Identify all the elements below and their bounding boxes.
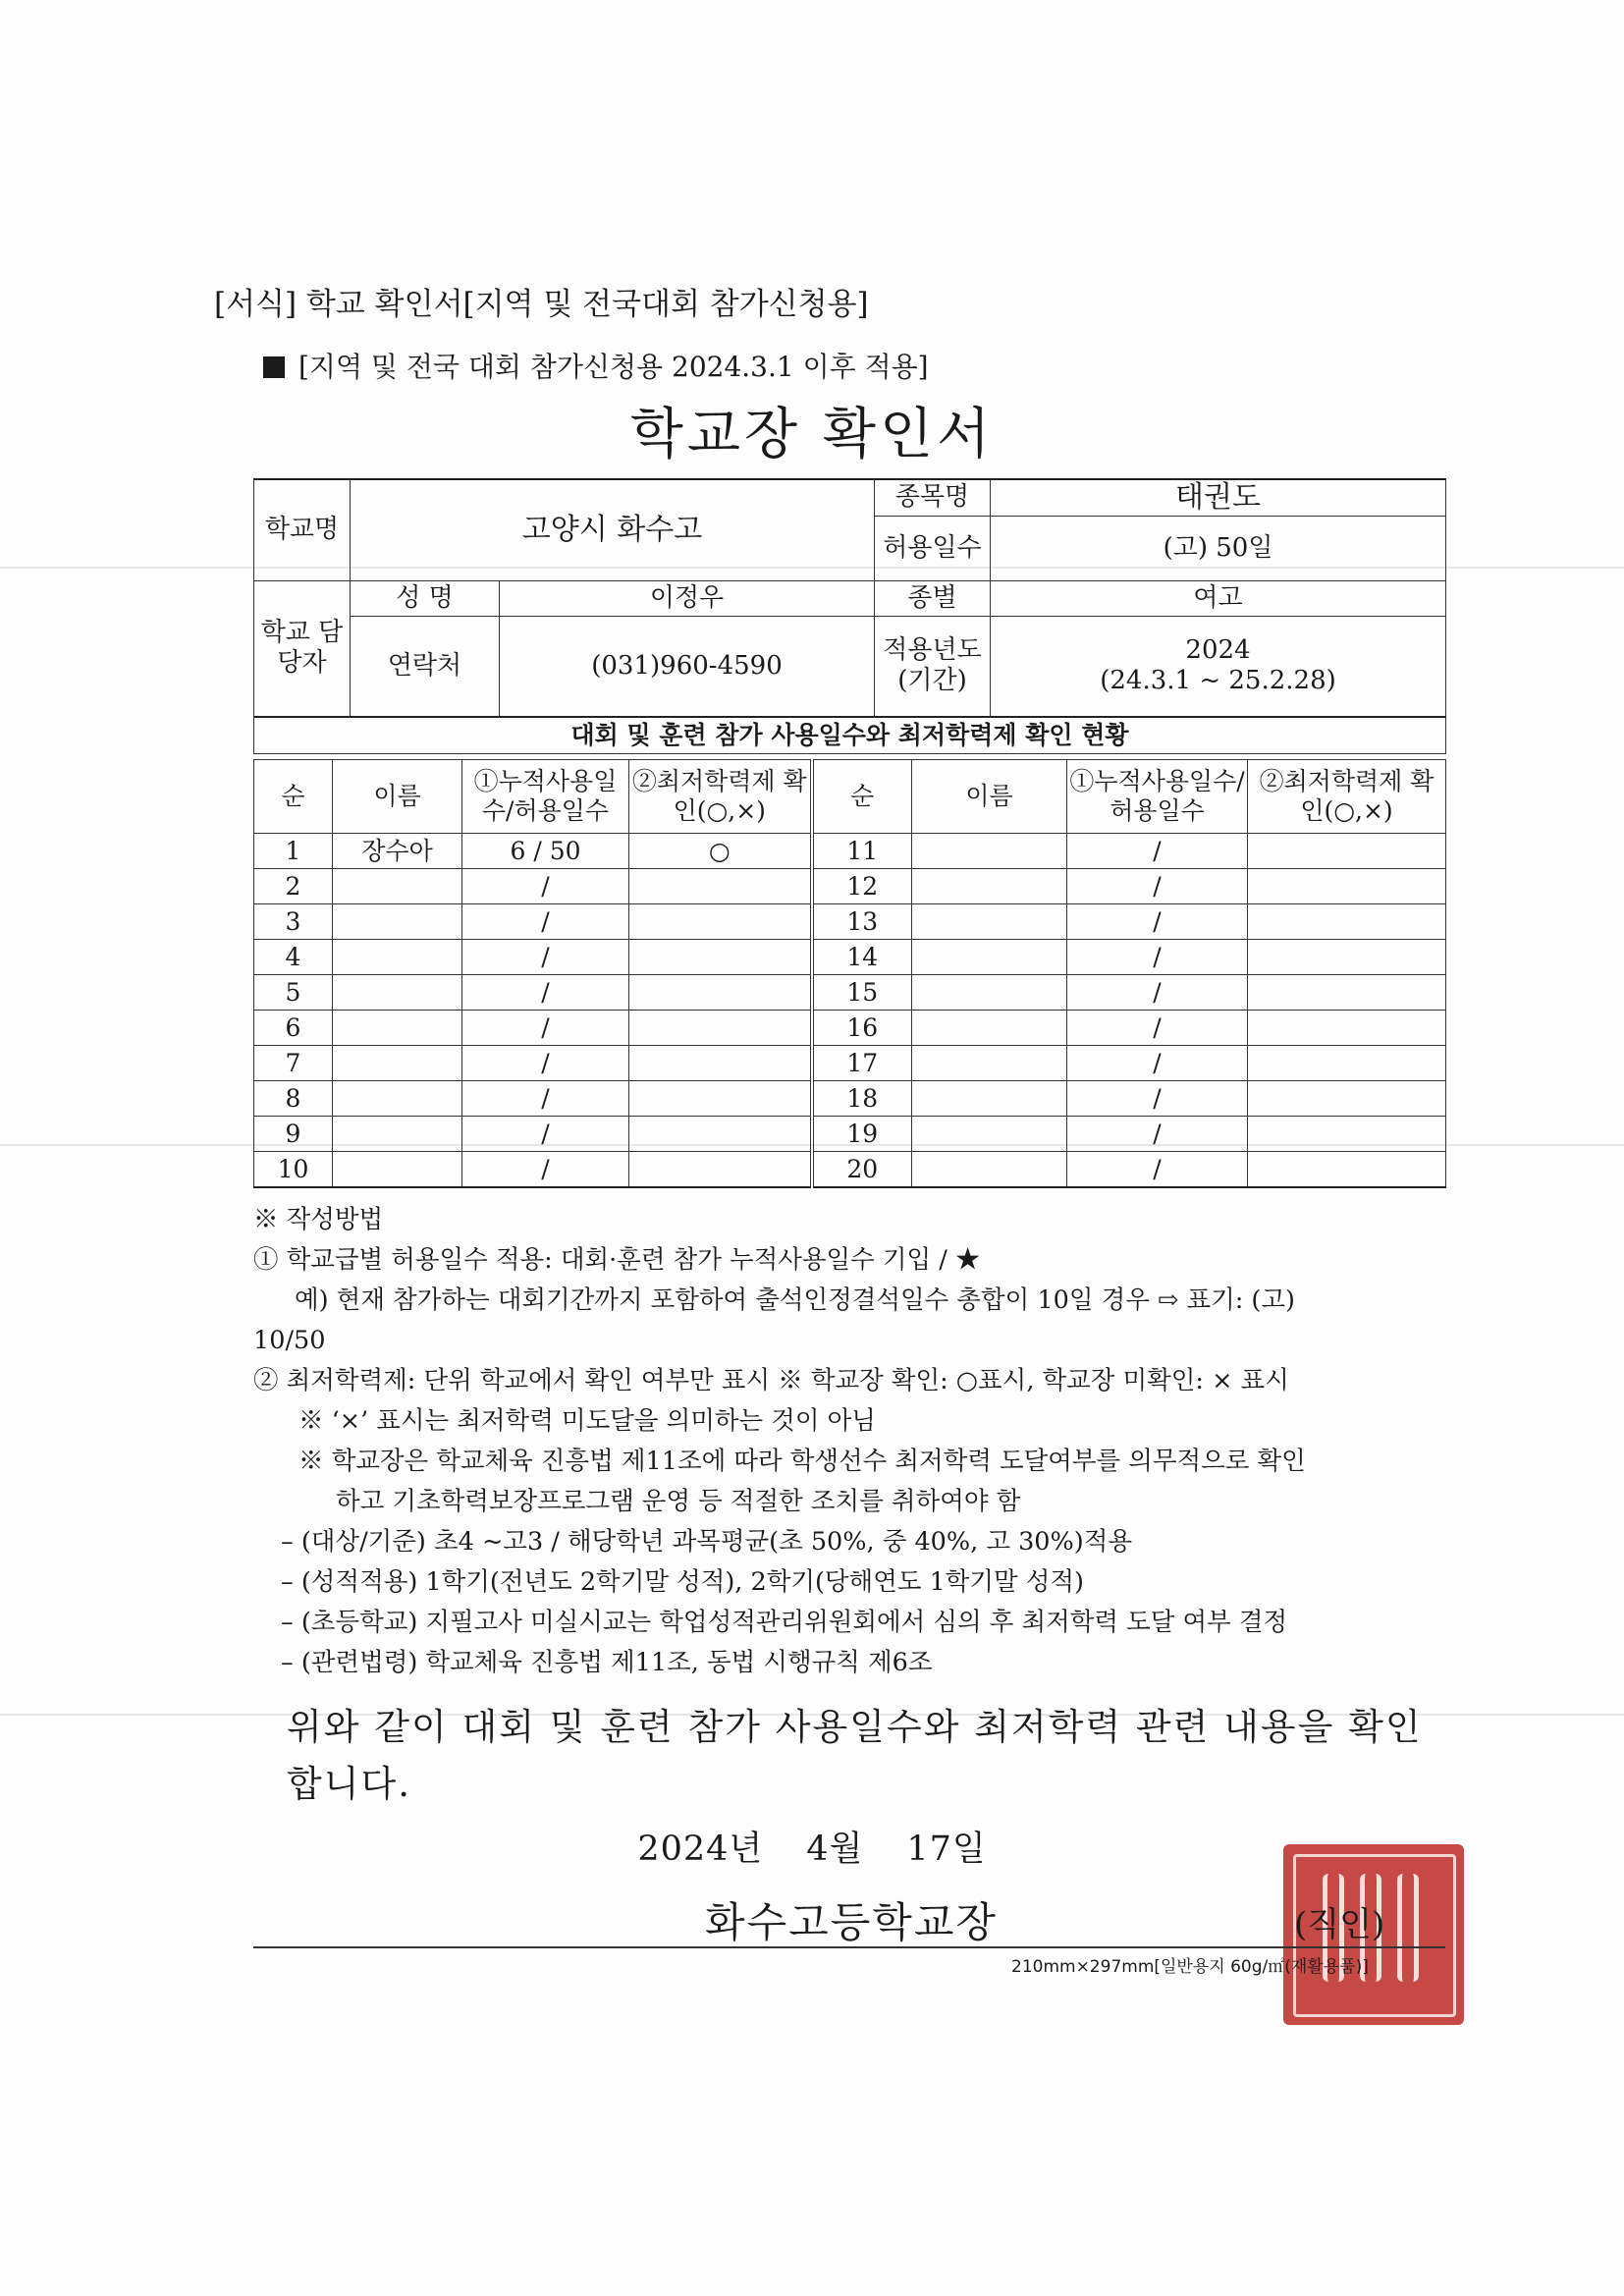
record-name xyxy=(333,1081,462,1117)
record-name xyxy=(912,940,1067,975)
record-check xyxy=(1248,869,1446,904)
contact-label: 연락처 xyxy=(351,617,500,717)
header-no: 순 xyxy=(812,760,912,834)
header-name: 이름 xyxy=(333,760,462,834)
record-name xyxy=(912,1117,1067,1152)
confirm-statement: 위와 같이 대회 및 훈련 참가 사용일수와 최저학력 관련 내용을 확인합니다. xyxy=(287,1706,1423,1805)
record-no: 5 xyxy=(254,975,333,1011)
year-value: 2024 xyxy=(1185,635,1251,666)
record-no: 19 xyxy=(812,1117,912,1152)
record-days: / xyxy=(1067,1011,1248,1046)
record-no: 4 xyxy=(254,940,333,975)
record-check: ○ xyxy=(629,834,812,869)
record-days: / xyxy=(462,904,629,940)
record-no: 20 xyxy=(812,1152,912,1188)
record-name xyxy=(912,975,1067,1011)
record-no: 2 xyxy=(254,869,333,904)
header-days: ①누적사용일수/허용일수 xyxy=(462,760,629,834)
instruction-dash: – (초등학교) 지필고사 미실시교는 학업성적관리위원회에서 심의 후 최저학력 도달 여부 결정 xyxy=(281,1608,1288,1637)
document-title: 학교장 확인서 xyxy=(629,403,995,466)
record-days: / xyxy=(462,1011,629,1046)
info-table xyxy=(253,478,1446,754)
record-name xyxy=(333,1046,462,1081)
issue-year: 2024년 xyxy=(637,1830,764,1869)
record-no: 18 xyxy=(812,1081,912,1117)
record-days: / xyxy=(1067,1117,1248,1152)
record-check xyxy=(629,1117,812,1152)
record-no: 11 xyxy=(812,834,912,869)
table-row xyxy=(254,975,1446,1011)
record-no: 8 xyxy=(254,1081,333,1117)
year-label: 적용년도 (기간) xyxy=(875,617,991,717)
instruction-example-cont: 10/50 xyxy=(253,1326,326,1355)
record-no: 10 xyxy=(254,1152,333,1188)
record-check xyxy=(1248,975,1446,1011)
record-name xyxy=(912,1011,1067,1046)
record-check xyxy=(1248,1046,1446,1081)
square-bullet-icon xyxy=(263,356,285,378)
record-name xyxy=(912,904,1067,940)
record-name xyxy=(333,869,462,904)
record-no: 15 xyxy=(812,975,912,1011)
sport-value: 태권도 xyxy=(991,479,1446,517)
records-header-row xyxy=(254,760,1446,834)
seal-label: (직인) xyxy=(1294,1905,1385,1944)
record-no: 12 xyxy=(812,869,912,904)
bottom-rule xyxy=(253,1946,1445,1948)
record-days: / xyxy=(1067,1152,1248,1188)
header-days: ①누적사용일수/허용일수 xyxy=(1067,760,1248,834)
record-check xyxy=(629,940,812,975)
gender-label: 종별 xyxy=(875,581,991,617)
record-name xyxy=(912,1081,1067,1117)
record-no: 16 xyxy=(812,1011,912,1046)
manager-label: 학교 담당자 xyxy=(254,581,351,717)
table-row xyxy=(254,1046,1446,1081)
instruction-note-cont: 하고 기초학력보장프로그램 운영 등 적절한 조치를 취하여야 함 xyxy=(336,1487,1021,1516)
record-days: / xyxy=(462,869,629,904)
gender-value: 여고 xyxy=(991,581,1446,617)
record-name xyxy=(333,1152,462,1188)
form-label: [서식] 학교 확인서[지역 및 전국대회 참가신청용] xyxy=(214,287,869,322)
record-days: / xyxy=(1067,975,1248,1011)
records-table xyxy=(253,759,1446,1188)
instruction-dash: – (대상/기준) 초4 ~고3 / 해당학년 과목평균(초 50%, 중 40%, 고 30%)적용 xyxy=(281,1527,1132,1557)
record-no: 1 xyxy=(254,834,333,869)
table-row xyxy=(254,940,1446,975)
record-no: 7 xyxy=(254,1046,333,1081)
record-days: / xyxy=(462,1152,629,1188)
record-check xyxy=(1248,940,1446,975)
record-check xyxy=(1248,1117,1446,1152)
record-no: 17 xyxy=(812,1046,912,1081)
manager-name: 이정우 xyxy=(500,581,875,617)
instruction-item: ① 학교급별 허용일수 적용: 대회·훈련 참가 누적사용일수 기입 / ★ xyxy=(253,1245,981,1275)
record-name xyxy=(912,834,1067,869)
table-row xyxy=(254,869,1446,904)
record-check xyxy=(629,869,812,904)
record-days: / xyxy=(462,1081,629,1117)
record-days: / xyxy=(1067,869,1248,904)
record-name xyxy=(333,940,462,975)
contact-value: (031)960-4590 xyxy=(500,617,875,717)
instructions-title: ※ 작성방법 xyxy=(253,1205,384,1234)
instructions xyxy=(253,1200,1443,1683)
issue-month: 4월 xyxy=(806,1830,864,1869)
record-check xyxy=(629,975,812,1011)
record-check xyxy=(629,1011,812,1046)
school-name-label: 학교명 xyxy=(254,479,351,581)
record-check xyxy=(629,1152,812,1188)
principal-title: 화수고등학교장 xyxy=(705,1898,999,1946)
table-row xyxy=(254,834,1446,869)
instruction-note: ※ 학교장은 학교체육 진흥법 제11조에 따라 학생선수 최저학력 도달여부를 의무적으로 확인 xyxy=(298,1447,1306,1476)
record-no: 13 xyxy=(812,904,912,940)
record-check xyxy=(629,904,812,940)
record-days: / xyxy=(462,1117,629,1152)
issue-day: 17일 xyxy=(906,1830,987,1869)
record-name xyxy=(912,869,1067,904)
header-name: 이름 xyxy=(912,760,1067,834)
record-days: / xyxy=(1067,1081,1248,1117)
year-cell xyxy=(991,617,1446,717)
record-no: 6 xyxy=(254,1011,333,1046)
record-check xyxy=(629,1046,812,1081)
record-days: / xyxy=(1067,1046,1248,1081)
record-days: / xyxy=(1067,940,1248,975)
record-check xyxy=(1248,1081,1446,1117)
instruction-item: ② 최저학력제: 단위 학교에서 확인 여부만 표시 ※ 학교장 확인: ○표시, 학교장 미확인: × 표시 xyxy=(253,1366,1289,1395)
allowed-days-value: (고) 50일 xyxy=(991,517,1446,581)
table-row xyxy=(254,1011,1446,1046)
record-no: 9 xyxy=(254,1117,333,1152)
apply-note xyxy=(263,346,929,385)
record-name xyxy=(333,975,462,1011)
instruction-example: 예) 현재 참가하는 대회기간까지 포함하여 출석인정결석일수 총합이 10일 경우 ⇨ 표기: (고) xyxy=(295,1285,1295,1315)
record-no: 14 xyxy=(812,940,912,975)
name-label: 성 명 xyxy=(351,581,500,617)
record-name: 장수아 xyxy=(333,834,462,869)
allowed-days-label: 허용일수 xyxy=(875,517,991,581)
record-check xyxy=(1248,834,1446,869)
record-name xyxy=(912,1046,1067,1081)
school-name: 고양시 화수고 xyxy=(351,479,875,581)
table-row xyxy=(254,1152,1446,1188)
record-name xyxy=(333,1011,462,1046)
instruction-dash: – (성적적용) 1학기(전년도 2학기말 성적), 2학기(당해연도 1학기말 성적) xyxy=(281,1567,1085,1597)
table-row xyxy=(254,1081,1446,1117)
header-no: 순 xyxy=(254,760,333,834)
instruction-dash: – (관련법령) 학교체육 진흥법 제11조, 동법 시행규칙 제6조 xyxy=(281,1648,933,1677)
record-days: / xyxy=(462,940,629,975)
sport-label: 종목명 xyxy=(875,479,991,517)
record-name xyxy=(912,1152,1067,1188)
record-name xyxy=(333,1117,462,1152)
header-check: ②최저학력제 확인(○,×) xyxy=(1248,760,1446,834)
record-check xyxy=(1248,1152,1446,1188)
record-days: / xyxy=(1067,904,1248,940)
record-days: 6 / 50 xyxy=(462,834,629,869)
record-check xyxy=(1248,1011,1446,1046)
instruction-note: ※ ‘×’ 표시는 최저학력 미도달을 의미하는 것이 아님 xyxy=(298,1406,876,1436)
record-days: / xyxy=(462,975,629,1011)
record-name xyxy=(333,904,462,940)
record-check xyxy=(629,1081,812,1117)
paper-spec: 210mm×297mm[일반용지 60g/㎡(재활용품)] xyxy=(1011,1957,1369,1977)
record-no: 3 xyxy=(254,904,333,940)
period-value: (24.3.1 ~ 25.2.28) xyxy=(1100,666,1336,696)
record-days: / xyxy=(1067,834,1248,869)
apply-note-text: [지역 및 전국 대회 참가신청용 2024.3.1 이후 적용] xyxy=(298,351,929,383)
header-check: ②최저학력제 확인(○,×) xyxy=(629,760,812,834)
table-row xyxy=(254,904,1446,940)
record-days: / xyxy=(462,1046,629,1081)
record-check xyxy=(1248,904,1446,940)
table-row xyxy=(254,1117,1446,1152)
section-title: 대회 및 훈련 참가 사용일수와 최저학력제 확인 현황 xyxy=(254,717,1446,754)
